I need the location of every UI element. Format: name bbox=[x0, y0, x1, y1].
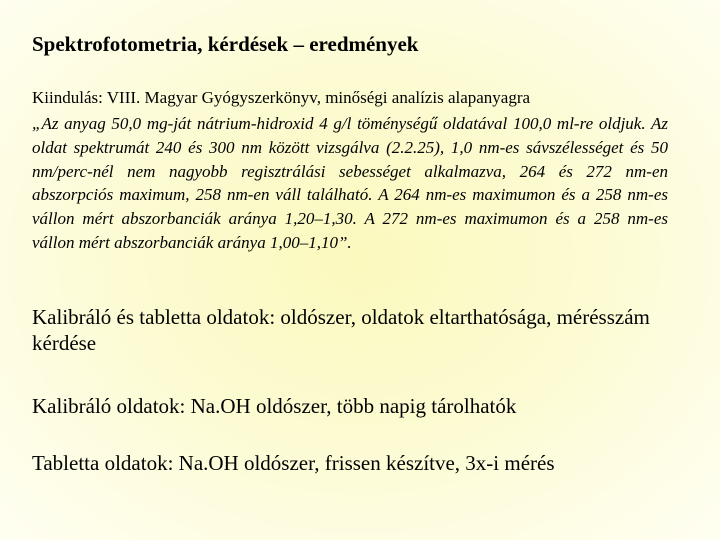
pharmacopoeia-quote: „Az anyag 50,0 mg-ját nátrium-hidroxid 4 g/l töménységű oldatával 100,0 ml-re oldjuk. Az oldat spektrumát 240 és 300 nm között vizsgálva (2.2.25), 1,0 nm-es sávszélességet és 50 nm/perc-nél nem nagyobb regisztrálási sebességet alkalmazva, 264 és 272 nm-en abszorpciós maximum, 258 nm-en váll található. A 264 nm-es maximumon és a 258 nm-es vállon mért abszorbanciák aránya 1,20–1,30. A 272 nm-es maximumon és a 258 nm-es vállon mért abszorbanciák aránya 1,00–1,10”. bbox=[32, 114, 668, 252]
point-tablet-solutions: Tabletta oldatok: Na.OH oldószer, frissen készítve, 3x-i mérés bbox=[32, 451, 555, 475]
source-line: Kiindulás: VIII. Magyar Gyógyszerkönyv, minőségi analízis alapanyagra bbox=[32, 88, 531, 107]
point-calibration-solutions: Kalibráló oldatok: Na.OH oldószer, több napig tárolhatók bbox=[32, 394, 517, 418]
point-calibration-and-tablet-solutions: Kalibráló és tabletta oldatok: oldószer, oldatok eltarthatósága, mérésszám kérdése bbox=[32, 305, 650, 355]
slide-title: Spektrofotometria, kérdések – eredmények bbox=[32, 32, 419, 56]
